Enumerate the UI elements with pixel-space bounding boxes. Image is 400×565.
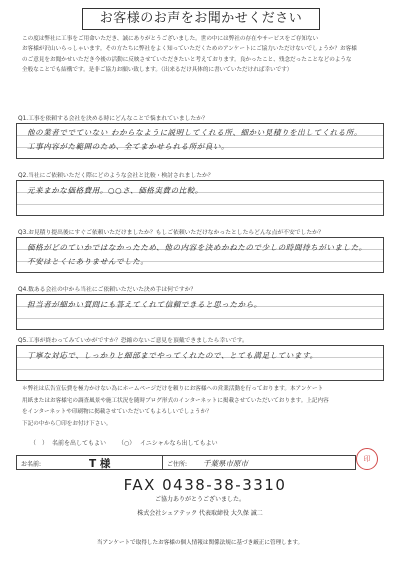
customer-name: T 様 [89,458,111,470]
answer-box [16,123,384,159]
intro-line: お客様が沢山いらっしゃいます。その方たちに弊社をよく知っていただくためのアンケートにご協力いただけないでしょうか？お客様 [22,46,357,53]
intro-line: この度は弊社に工事をご用命いただき、誠にありがとうございました。世の中には弊社の存在やサービスをご存知ない [22,36,319,42]
note-line: 用紙またはお客様宅の調査風景や施工状況を随時ブログ形式のインターネットに掲載させていただいております。上記内容 [22,397,329,404]
answer-line: 不安はとくにありませんでした。 [27,257,149,266]
note-line: ＊弊社は広告宣伝費を極力かけない為にホームページだけを頼りにお客様への営業活動を行っております。本アンケート [22,386,324,392]
question-2 [16,172,384,216]
option-initials[interactable]: イニシャルなら出してもよい [140,440,218,447]
thanks-text: ご協力ありがとうございました。 [154,496,245,503]
note-line: をインターネットや印刷物に掲載させていただいてもよろしいでしょうか？ [22,409,212,415]
privacy-notice: 当アンケートで取得したお客様の個人情報は関係法規に基づき厳正に管理します。 [96,540,304,546]
question-4 [16,286,384,330]
intro-line: のご意見をお聞かせいただき今後の活動に反映させていただきたいと考えております。良かったこと、残念だったことなどのような [22,56,352,63]
seal-stamp: 印 [356,448,378,470]
company-name: 株式会社シェアテック 代表取締役 大久保 誠二 [137,510,263,517]
question-label: Q1.工事を依頼する会社を決める時にどんなことで悩まれていましたか？ [18,116,208,122]
answer-box [16,180,384,216]
answer-box [16,294,384,330]
answer-line: 元来まかな価格費用。○○さ、価格実費の比較。 [27,186,203,195]
question-label: Q5.工事が終わってみていかがですか？恐縮のないご意見を頂戴できましたら幸いです。 [18,338,248,344]
survey-title: お客様のお声をお聞かせください [82,8,320,30]
customer-info-box [16,455,356,470]
fax-number: FAX 0438-38-3310 [123,476,287,494]
customer-address: 千葉県市原市 [203,459,248,468]
answer-box [16,237,384,273]
question-label: Q3.お見積り提出後にすぐご依頼いただけましたか？もしご依頼いただけなかったとしたらどんな点が不安でしたか？ [18,230,324,236]
note-line: 下記の中から〇印をお付け下さい。 [22,420,112,427]
publication-notes [22,384,380,430]
intro-text [22,34,380,76]
question-label: Q4.数ある会社の中から当社にご依頼いただいた決め手は何ですか？ [18,287,197,293]
answer-line: 工事内容がた範囲のため、全てまかせられる所が良い。 [27,142,230,151]
option-full-name[interactable]: 名前を出してもよい [52,440,107,447]
divider [162,456,163,469]
answer-line: 担当者が細かい質問にも答えてくれて信頼できると思ったから。 [27,300,262,309]
answer-line: 他の業者ででていない わからなように説明してくれる所、細かい見積りを出してくれる所。 [27,128,363,137]
address-label: ご住所: [167,461,188,468]
question-3 [16,229,384,273]
question-label: Q2.当社にご依頼いただく際にどのような会社と比較・検討されましたか？ [18,173,214,179]
paren-icon: （○） [118,440,136,447]
answer-line: 丁寧な対応で、しっかりと細部までやってくれたので、とても満足しています。 [27,351,318,360]
name-label: お名前: [21,461,42,468]
question-5 [16,337,384,381]
answer-line: 価格がどのていかではなかったため、他の内容を決めかねたので少しの時間待ちがいました。 [27,243,367,252]
answer-box [16,345,384,381]
intro-line: 全般なことでも結構です。是非ご協力お願い致します。（出来るだけ具体的に書いていただければ幸いです） [22,67,293,74]
question-1 [16,115,384,159]
paren-icon: （ ） [30,440,49,447]
